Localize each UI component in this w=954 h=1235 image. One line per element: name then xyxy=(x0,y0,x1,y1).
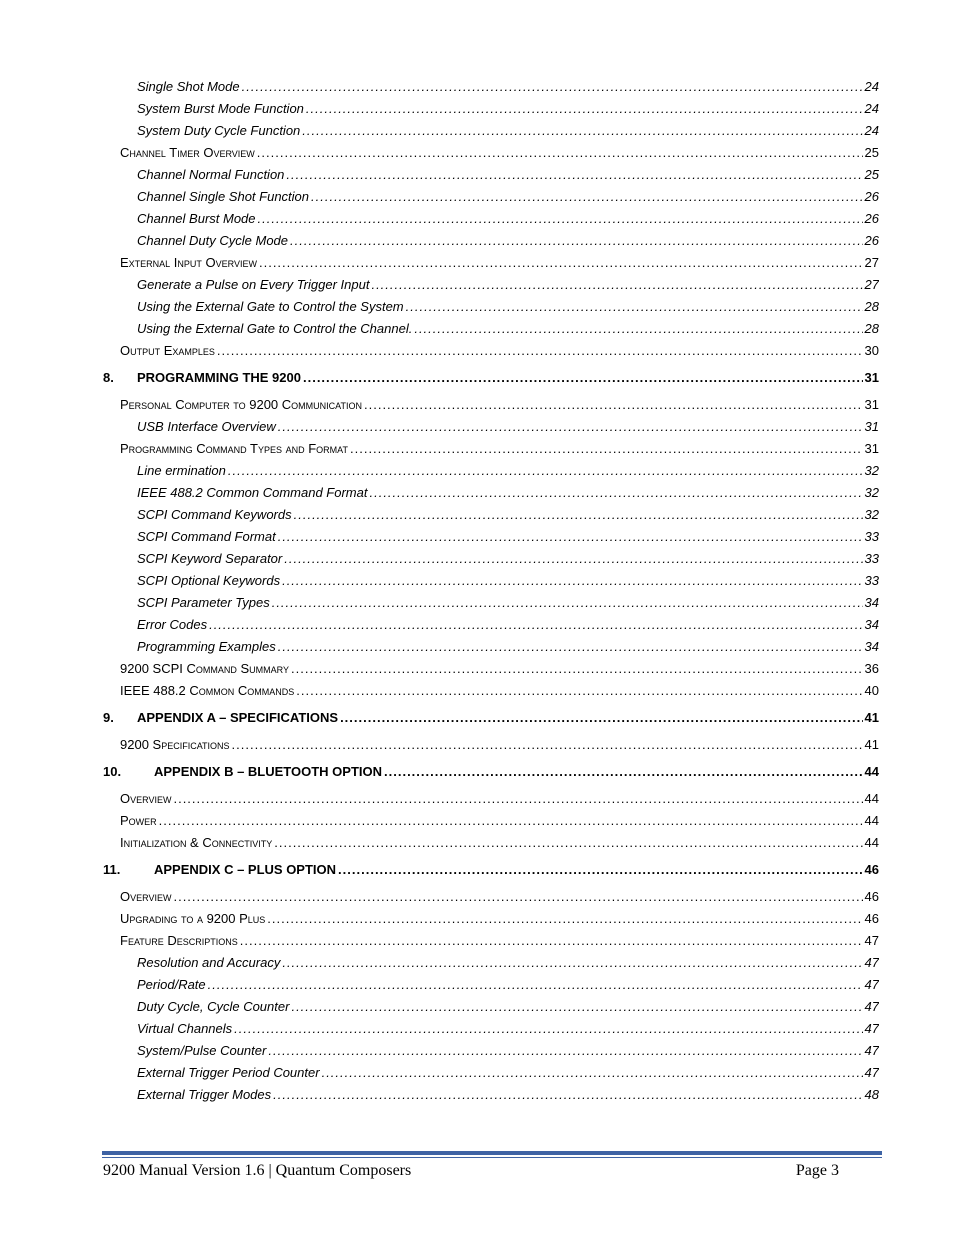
toc-dot-leader xyxy=(294,504,863,526)
toc-page-number: 41 xyxy=(864,737,879,752)
toc-dot-leader xyxy=(291,996,862,1018)
toc-dot-leader xyxy=(258,208,863,230)
toc-entry-title: External Trigger Modes xyxy=(137,1087,272,1102)
toc-dot-leader xyxy=(284,548,862,570)
toc-page-number: 26 xyxy=(864,233,879,248)
toc-chapter-entry[interactable] xyxy=(103,367,879,389)
toc-dot-leader xyxy=(273,1084,862,1106)
toc-page-number: 47 xyxy=(864,999,879,1014)
toc-entry-title: IEEE 488.2 Common Commands xyxy=(120,683,295,698)
toc-dot-leader xyxy=(303,367,863,389)
toc-dot-leader xyxy=(217,340,863,362)
toc-page-number: 25 xyxy=(864,167,879,182)
toc-dot-leader xyxy=(232,734,863,756)
toc-entry-title: Channel Single Shot Function xyxy=(137,189,310,204)
toc-dot-leader xyxy=(209,614,862,636)
toc-dot-leader xyxy=(414,318,862,340)
toc-entry-title: SCPI Keyword Separator xyxy=(137,551,283,566)
toc-page-number: 47 xyxy=(864,1021,879,1036)
toc-entry-title: Channel Duty Cycle Mode xyxy=(137,233,289,248)
toc-page-number: 32 xyxy=(864,485,879,500)
toc-section-entry[interactable] xyxy=(103,394,879,416)
toc-entry-title xyxy=(103,761,382,783)
toc-dot-leader xyxy=(282,570,862,592)
toc-entry-title: SCPI Parameter Types xyxy=(137,595,270,610)
toc-page-number: 26 xyxy=(864,211,879,226)
toc-section-entry[interactable] xyxy=(103,734,879,756)
toc-entry-title: Using the External Gate to Control the System xyxy=(137,299,404,314)
toc-page-number: 44 xyxy=(864,835,879,850)
toc-dot-leader xyxy=(406,296,863,318)
toc-dot-leader xyxy=(311,186,863,208)
footer-rule-thin xyxy=(102,1157,882,1158)
toc-subsection-entry[interactable] xyxy=(103,274,879,296)
toc-section-entry[interactable] xyxy=(103,886,879,908)
toc-page-number: 48 xyxy=(864,1087,879,1102)
toc-section-entry[interactable] xyxy=(103,658,879,680)
toc-page-number: 31 xyxy=(864,441,879,456)
footer-document-title: 9200 Manual Version 1.6 | Quantum Composers xyxy=(103,1162,412,1179)
toc-dot-leader xyxy=(291,658,863,680)
toc-page-number: 33 xyxy=(864,529,879,544)
toc-section-entry[interactable] xyxy=(103,340,879,362)
toc-dot-leader xyxy=(290,230,863,252)
toc-page-number: 31 xyxy=(864,370,879,385)
toc-page-number: 34 xyxy=(864,595,879,610)
toc-section-entry[interactable] xyxy=(103,252,879,274)
toc-chapter-title: PROGRAMMING THE 9200 xyxy=(137,370,301,385)
toc-entry-title xyxy=(103,859,336,881)
toc-entry-title: Feature Descriptions xyxy=(120,933,238,948)
toc-subsection-entry[interactable] xyxy=(103,1084,879,1106)
toc-entry-title: System/Pulse Counter xyxy=(137,1043,267,1058)
toc-dot-leader xyxy=(340,707,862,729)
toc-page-number: 30 xyxy=(864,343,879,358)
toc-section-entry[interactable] xyxy=(103,930,879,952)
toc-entry-title: Initialization & Connectivity xyxy=(120,835,273,850)
toc-entry-title: Virtual Channels xyxy=(137,1021,233,1036)
toc-dot-leader xyxy=(322,1062,863,1084)
toc-page-number: 34 xyxy=(864,617,879,632)
toc-section-entry[interactable] xyxy=(103,832,879,854)
toc-dot-leader xyxy=(173,788,862,810)
toc-page-number: 25 xyxy=(864,145,879,160)
toc-page-number: 44 xyxy=(864,791,879,806)
toc-chapter-title: APPENDIX A – SPECIFICATIONS xyxy=(137,710,339,725)
toc-subsection-entry[interactable] xyxy=(103,570,879,592)
toc-page-number: 27 xyxy=(864,255,879,270)
toc-entry-title: Resolution and Accuracy xyxy=(137,955,281,970)
toc-subsection-entry[interactable] xyxy=(103,614,879,636)
toc-section-entry[interactable] xyxy=(103,908,879,930)
toc-page-number: 46 xyxy=(864,911,879,926)
toc-subsection-entry[interactable] xyxy=(103,230,879,252)
toc-dot-leader xyxy=(272,592,863,614)
toc-dot-leader xyxy=(278,526,863,548)
toc-chapter-entry[interactable] xyxy=(103,761,879,783)
toc-section-entry[interactable] xyxy=(103,680,879,702)
toc-dot-leader xyxy=(384,761,863,783)
toc-entry-title: External Trigger Period Counter xyxy=(137,1065,320,1080)
toc-page-number: 46 xyxy=(864,889,879,904)
toc-page-number: 33 xyxy=(864,573,879,588)
toc-dot-leader xyxy=(208,974,863,996)
toc-subsection-entry[interactable] xyxy=(103,482,879,504)
toc-page-number: 28 xyxy=(864,321,879,336)
toc-page-number: 47 xyxy=(864,933,879,948)
toc-page-number: 36 xyxy=(864,661,879,676)
toc-chapter-number: 11. xyxy=(103,862,121,877)
toc-entry-title: Channel Normal Function xyxy=(137,167,285,182)
toc-subsection-entry[interactable] xyxy=(103,636,879,658)
toc-page-number: 34 xyxy=(864,639,879,654)
toc-page-number: 40 xyxy=(864,683,879,698)
toc-entry-title: Duty Cycle, Cycle Counter xyxy=(137,999,290,1014)
toc-dot-leader xyxy=(296,680,862,702)
toc-entry-title: External Input Overview xyxy=(120,255,257,270)
toc-subsection-entry[interactable] xyxy=(103,504,879,526)
toc-section-entry[interactable] xyxy=(103,788,879,810)
toc-chapter-title: APPENDIX B – BLUETOOTH OPTION xyxy=(154,764,383,779)
toc-entry-title: SCPI Command Format xyxy=(137,529,276,544)
toc-page-number: 46 xyxy=(864,862,879,877)
toc-section-entry[interactable] xyxy=(103,142,879,164)
toc-entry-title: IEEE 488.2 Common Command Format xyxy=(137,485,368,500)
toc-page-number: 44 xyxy=(864,813,879,828)
toc-entry-title: Error Codes xyxy=(137,617,208,632)
toc-entry-title: Using the External Gate to Control the Channel. xyxy=(137,321,413,336)
toc-page-number: 24 xyxy=(864,79,879,94)
toc-dot-leader xyxy=(228,460,863,482)
toc-page-number: 24 xyxy=(864,123,879,138)
toc-entry-title xyxy=(103,707,338,729)
toc-entry-title: System Duty Cycle Function xyxy=(137,123,301,138)
toc-chapter-entry[interactable] xyxy=(103,859,879,881)
toc-page-number: 47 xyxy=(864,955,879,970)
toc-chapter-entry[interactable] xyxy=(103,707,879,729)
toc-entry-title: Period/Rate xyxy=(137,977,206,992)
toc-dot-leader xyxy=(286,164,862,186)
toc-section-entry[interactable] xyxy=(103,438,879,460)
toc-dot-leader xyxy=(274,832,862,854)
toc-subsection-entry[interactable] xyxy=(103,548,879,570)
toc-dot-leader xyxy=(350,438,863,460)
toc-subsection-entry[interactable] xyxy=(103,1062,879,1084)
toc-dot-leader xyxy=(364,394,863,416)
toc-entry-title: Output Examples xyxy=(120,343,215,358)
toc-subsection-entry[interactable] xyxy=(103,186,879,208)
toc-subsection-entry[interactable] xyxy=(103,76,879,98)
toc-page-number: 47 xyxy=(864,977,879,992)
toc-subsection-entry[interactable] xyxy=(103,318,879,340)
toc-section-entry[interactable] xyxy=(103,810,879,832)
page-footer xyxy=(103,1160,839,1182)
toc-page-number: 31 xyxy=(864,397,879,412)
toc-entry-title: SCPI Command Keywords xyxy=(137,507,292,522)
toc-page-number: 24 xyxy=(864,101,879,116)
toc-dot-leader xyxy=(240,930,863,952)
toc-entry-title: System Burst Mode Function xyxy=(137,101,304,116)
toc-dot-leader xyxy=(234,1018,862,1040)
toc-dot-leader xyxy=(369,482,862,504)
toc-chapter-number: 9. xyxy=(103,710,114,725)
toc-subsection-entry[interactable] xyxy=(103,296,879,318)
toc-dot-leader xyxy=(306,98,863,120)
toc-page-number: 26 xyxy=(864,189,879,204)
table-of-contents xyxy=(103,76,879,1106)
toc-entry-title: Upgrading to a 9200 Plus xyxy=(120,911,266,926)
toc-subsection-entry[interactable] xyxy=(103,164,879,186)
toc-subsection-entry[interactable] xyxy=(103,98,879,120)
toc-subsection-entry[interactable] xyxy=(103,1040,879,1062)
toc-entry-title: Channel Burst Mode xyxy=(137,211,256,226)
toc-entry-title: USB Interface Overview xyxy=(137,419,276,434)
toc-entry-title: Single Shot Mode xyxy=(137,79,240,94)
toc-page-number: 41 xyxy=(864,710,879,725)
toc-subsection-entry[interactable] xyxy=(103,974,879,996)
toc-dot-leader xyxy=(278,416,863,438)
toc-dot-leader xyxy=(282,952,862,974)
toc-page-number: 47 xyxy=(864,1065,879,1080)
toc-entry-title: Power xyxy=(120,813,157,828)
footer-page-number: Page 3 xyxy=(795,1162,839,1179)
toc-page-number: 27 xyxy=(864,277,879,292)
toc-dot-leader xyxy=(242,76,863,98)
toc-chapter-number: 10. xyxy=(103,764,122,779)
toc-chapter-title: APPENDIX C – PLUS OPTION xyxy=(154,862,337,877)
toc-entry-title: Line ermination xyxy=(137,463,226,478)
toc-dot-leader xyxy=(278,636,863,658)
toc-entry-title: Channel Timer Overview xyxy=(120,145,255,160)
toc-dot-leader xyxy=(159,810,863,832)
toc-entry-title: Personal Computer to 9200 Communication xyxy=(120,397,362,412)
toc-subsection-entry[interactable] xyxy=(103,526,879,548)
toc-entry-title xyxy=(103,367,301,389)
toc-entry-title: Generate a Pulse on Every Trigger Input xyxy=(137,277,370,292)
toc-page-number: 28 xyxy=(864,299,879,314)
toc-entry-title: 9200 SCPI Command Summary xyxy=(120,661,289,676)
toc-page-number: 32 xyxy=(864,507,879,522)
toc-dot-leader xyxy=(257,142,863,164)
toc-entry-title: Programming Command Types and Format xyxy=(120,441,348,456)
toc-subsection-entry[interactable] xyxy=(103,120,879,142)
toc-page-number: 31 xyxy=(864,419,879,434)
toc-dot-leader xyxy=(338,859,862,881)
toc-dot-leader xyxy=(371,274,862,296)
toc-page-number: 33 xyxy=(864,551,879,566)
toc-subsection-entry[interactable] xyxy=(103,996,879,1018)
toc-page-number: 44 xyxy=(864,764,879,779)
toc-page-number: 32 xyxy=(864,463,879,478)
toc-dot-leader xyxy=(302,120,862,142)
toc-subsection-entry[interactable] xyxy=(103,416,879,438)
footer-rule xyxy=(102,1151,882,1155)
toc-page-number: 47 xyxy=(864,1043,879,1058)
toc-entry-title: 9200 Specifications xyxy=(120,737,230,752)
toc-subsection-entry[interactable] xyxy=(103,208,879,230)
toc-dot-leader xyxy=(173,886,862,908)
toc-entry-title: Overview xyxy=(120,889,172,904)
toc-entry-title: SCPI Optional Keywords xyxy=(137,573,281,588)
toc-chapter-number: 8. xyxy=(103,370,114,385)
toc-dot-leader xyxy=(268,1040,862,1062)
toc-subsection-entry[interactable] xyxy=(103,952,879,974)
toc-subsection-entry[interactable] xyxy=(103,1018,879,1040)
toc-dot-leader xyxy=(267,908,862,930)
toc-subsection-entry[interactable] xyxy=(103,592,879,614)
toc-subsection-entry[interactable] xyxy=(103,460,879,482)
toc-entry-title: Overview xyxy=(120,791,172,806)
toc-dot-leader xyxy=(259,252,863,274)
toc-entry-title: Programming Examples xyxy=(137,639,276,654)
